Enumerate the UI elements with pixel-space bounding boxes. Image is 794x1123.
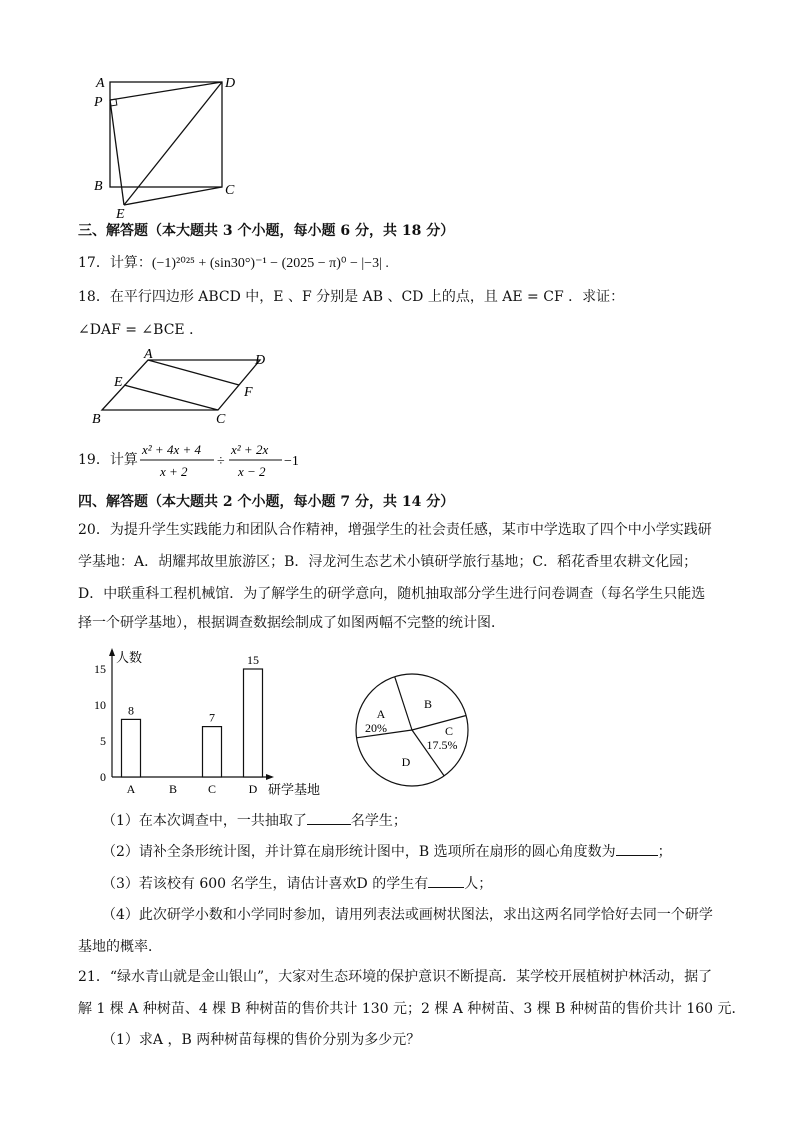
q17-num: 17． xyxy=(78,255,110,271)
pie-chart xyxy=(352,670,472,790)
square-figure xyxy=(88,70,248,220)
q20-sub2-tail: ； xyxy=(657,844,672,860)
x-tick-label-D: D xyxy=(248,782,258,796)
y-tick-label: 5 xyxy=(100,734,106,748)
y-tick-label: 15 xyxy=(94,662,106,676)
q20-sub1 xyxy=(102,810,407,831)
label-E: E xyxy=(116,207,125,220)
q21-line2: 解 1 棵 A 种树苗、4 棵 B 种树苗的售价共计 130 元；2 棵 A 种树苗、3 棵 B 种树苗的售价共计 160 元． xyxy=(78,1001,746,1017)
q20-sub3-tail: 人； xyxy=(464,876,493,892)
q20-sub4a: （4）此次研学小数和小学同时参加，请用列表法或画树状图法，求出这两名同学恰好去同一个研学 xyxy=(102,907,713,923)
section3-title: 三、解答题（本大题共 3 个小题，每小题 6 分，共 18 分） xyxy=(78,223,455,239)
bar-chart xyxy=(76,640,336,800)
q21-sub1: （1）求A ，B 两种树苗每棵的售价分别为多少元？ xyxy=(102,1032,421,1048)
q20-line-1: 20．为提升学生实践能力和团队合作精神，增强学生的社会责任感，某市中学选取了四个中小学实践研 xyxy=(78,522,712,538)
pie-slice-label-D: D xyxy=(401,755,411,769)
x-tick-label-B: B xyxy=(168,782,178,796)
pie-slice-label-A: A xyxy=(376,707,386,721)
q18-line1: 18．在平行四边形 ABCD 中，E 、F 分别是 AB 、CD 上的点，且 AE = CF ．求证： xyxy=(78,289,625,305)
bar-value-D: 15 xyxy=(247,653,259,667)
blank-2[interactable] xyxy=(616,841,658,856)
q20-sub3 xyxy=(102,873,492,894)
y-tick-label: 10 xyxy=(94,698,106,712)
x-tick-label-C: C xyxy=(207,782,217,796)
pie-slice-label-C: C xyxy=(444,724,454,738)
label-C: C xyxy=(216,412,226,427)
label-B: B xyxy=(92,412,101,427)
q18-line2: ∠DAF = ∠BCE ． xyxy=(78,322,204,338)
y-tick-label: 0 xyxy=(100,770,106,784)
pie-slice-pct-A: 20% xyxy=(365,721,387,735)
q20-sub2-text: （2）请补全条形统计图，并计算在扇形统计图中，B 选项所在扇形的圆心角度数为 xyxy=(102,844,616,860)
blank-3[interactable] xyxy=(428,873,464,888)
q21-line1: 21．“绿水青山就是金山银山”，大家对生态环境的保护意识不断提高．某学校开展植树护林活动，据了 xyxy=(78,969,713,985)
blank-1[interactable] xyxy=(307,810,351,825)
q20-sub2 xyxy=(102,841,672,862)
label-E: E xyxy=(114,375,123,390)
q17-expr: (−1)²⁰²⁵ + (sin30°)⁻¹ − (2025 − π)⁰ − |−3| . xyxy=(151,256,389,271)
q20-sub1-text: （1）在本次调查中，一共抽取了 xyxy=(102,813,307,829)
q17-prefix: 计算： xyxy=(109,255,152,271)
bar-value-A: 8 xyxy=(128,703,134,718)
x-axis-arrow xyxy=(266,774,274,780)
parallelogram-figure xyxy=(88,348,278,428)
q19-op: ÷ xyxy=(217,454,225,469)
q17 xyxy=(78,253,389,274)
pie-slice-pct-C: 17.5% xyxy=(426,738,458,752)
bar-D xyxy=(244,669,263,777)
label-P: P xyxy=(94,95,103,110)
q20-line-3: D．中联重科工程机械馆．为了解学生的研学意向，随机抽取部分学生进行问卷调查（每名学生只能选 xyxy=(78,586,706,602)
label-D: D xyxy=(225,76,236,91)
q19-expression xyxy=(138,438,308,484)
q19-den1: x + 2 xyxy=(160,464,188,479)
label-A: A xyxy=(144,348,153,362)
bar-A xyxy=(122,719,141,777)
x-tick-label-A: A xyxy=(126,782,136,796)
section4-title: 四、解答题（本大题共 2 个小题，每小题 7 分，共 14 分） xyxy=(78,494,455,510)
bar-C xyxy=(203,727,222,777)
pie-slice-label-B: B xyxy=(423,697,433,711)
x-axis-label: 研学基地 xyxy=(268,782,321,797)
q20-line-2: 学基地：A．胡耀邦故里旅游区；B．浔龙河生态艺术小镇研学旅行基地；C．稻花香里农耕文化园； xyxy=(78,554,698,570)
q19-prefix: 19．计算 xyxy=(78,452,138,468)
q19-num2: x² + 2x xyxy=(231,442,269,457)
y-axis-arrow xyxy=(109,648,115,656)
q19-den2: x − 2 xyxy=(238,464,266,479)
q20-sub1-tail: 名学生； xyxy=(350,813,407,829)
q20-line-4: 择一个研学基地），根据调查数据绘制成了如图两幅不完整的统计图． xyxy=(78,615,505,631)
label-C: C xyxy=(225,183,235,198)
label-D: D xyxy=(255,353,266,368)
bar-value-C: 7 xyxy=(209,710,215,725)
label-F: F xyxy=(244,385,253,400)
label-B: B xyxy=(94,179,103,194)
label-A: A xyxy=(96,76,105,91)
y-axis-label: 人数 xyxy=(116,650,143,665)
q19-num1: x² + 4x + 4 xyxy=(142,442,201,457)
q20-sub4b: 基地的概率． xyxy=(78,939,162,955)
q19-tail: −1 xyxy=(284,454,299,469)
q20-sub3-text: （3）若该校有 600 名学生，请估计喜欢D 的学生有 xyxy=(102,876,429,892)
